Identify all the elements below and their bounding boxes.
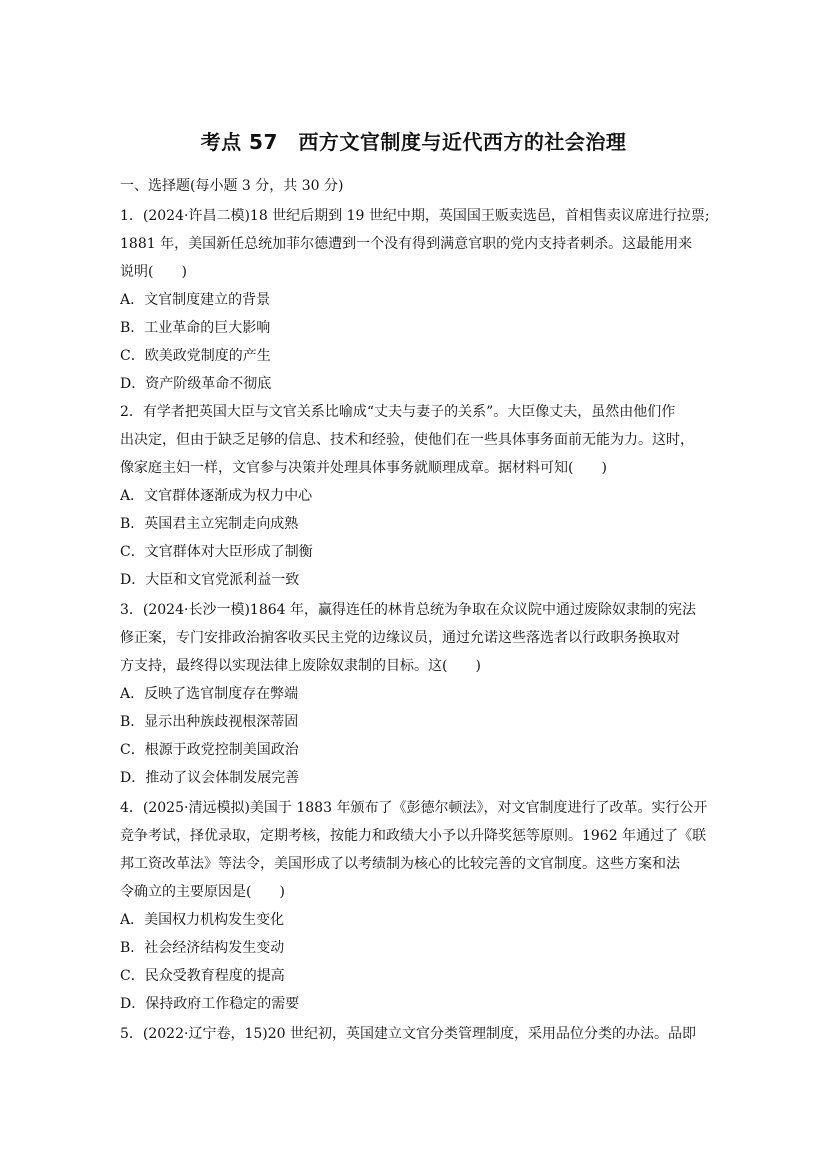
- question-3-line-1: 3．(2024·长沙一模)1864 年，赢得连任的林肯总统为争取在众议院中通过废除奴隶制的宪法: [120, 602, 696, 618]
- question-2-option-b: B．英国君主立宪制走向成熟: [120, 516, 299, 532]
- question-3-line-3: 方支持，最终得以实现法律上废除奴隶制的目标。这( ): [120, 658, 481, 674]
- question-1-line-1: 1．(2024·许昌二模)18 世纪后期到 19 世纪中期，英国国王贩卖选邑，首相售卖议席进行拉票;: [120, 208, 710, 224]
- question-4-line-3: 邦工资改革法》等法令，美国形成了以考绩制为核心的比较完善的文官制度。这些方案和法: [120, 856, 680, 872]
- question-2-option-c: C．文官群体对大臣形成了制衡: [120, 544, 313, 560]
- question-3-option-b: B．显示出种族歧视根深蒂固: [120, 714, 299, 730]
- question-3-option-d: D．推动了议会体制发展完善: [120, 770, 300, 786]
- question-2-line-3: 像家庭主妇一样，文官参与决策并处理具体事务就顺理成章。据材料可知( ): [120, 460, 607, 476]
- question-2-line-1: 2．有学者把英国大臣与文官关系比喻成“丈夫与妻子的关系”。大臣像丈夫，虽然由他们作: [120, 404, 676, 420]
- question-2-line-2: 出决定，但由于缺乏足够的信息、技术和经验，使他们在一些具体事务面前无能为力。这时，: [120, 432, 694, 448]
- question-2-option-d: D．大臣和文官党派利益一致: [120, 572, 300, 588]
- question-4-option-d: D．保持政府工作稳定的需要: [120, 996, 300, 1012]
- question-4-option-c: C．民众受教育程度的提高: [120, 968, 285, 984]
- section-heading: 一、选择题(每小题 3 分，共 30 分): [120, 178, 344, 194]
- question-3-line-2: 修正案，专门安排政治掮客收买民主党的边缘议员，通过允诺这些落选者以行政职务换取对: [120, 630, 680, 646]
- question-4-line-4: 令确立的主要原因是( ): [120, 884, 285, 900]
- question-4-line-2: 竞争考试，择优录取，定期考核，按能力和政绩大小予以升降奖惩等原则。1962 年通过了《联: [120, 828, 707, 844]
- question-5-line-1: 5．(2022·辽宁卷，15)20 世纪初，英国建立文官分类管理制度，采用品位分类的办法。品即: [120, 1026, 696, 1042]
- question-1-line-2: 1881 年，美国新任总统加菲尔德遭到一个没有得到满意官职的党内支持者刺杀。这最能用来: [120, 236, 693, 252]
- question-1-option-c: C．欧美政党制度的产生: [120, 348, 271, 364]
- question-1-line-3: 说明( ): [120, 264, 187, 280]
- page-title: 考点 57 西方文官制度与近代西方的社会治理: [200, 130, 627, 154]
- question-4-line-1: 4．(2025·清远模拟)美国于 1883 年颁布了《彭德尔顿法》，对文官制度进行了改革。实行公开: [120, 800, 708, 816]
- question-4-option-b: B．社会经济结构发生变动: [120, 940, 285, 956]
- question-3-option-a: A．反映了选官制度存在弊端: [120, 686, 299, 702]
- question-1-option-d: D．资产阶级革命不彻底: [120, 376, 272, 392]
- question-3-option-c: C．根源于政党控制美国政治: [120, 742, 299, 758]
- question-1-option-a: A．文官制度建立的背景: [120, 292, 271, 308]
- question-1-option-b: B．工业革命的巨大影响: [120, 320, 271, 336]
- question-2-option-a: A．文官群体逐渐成为权力中心: [120, 488, 313, 504]
- question-4-option-a: A．美国权力机构发生变化: [120, 912, 285, 928]
